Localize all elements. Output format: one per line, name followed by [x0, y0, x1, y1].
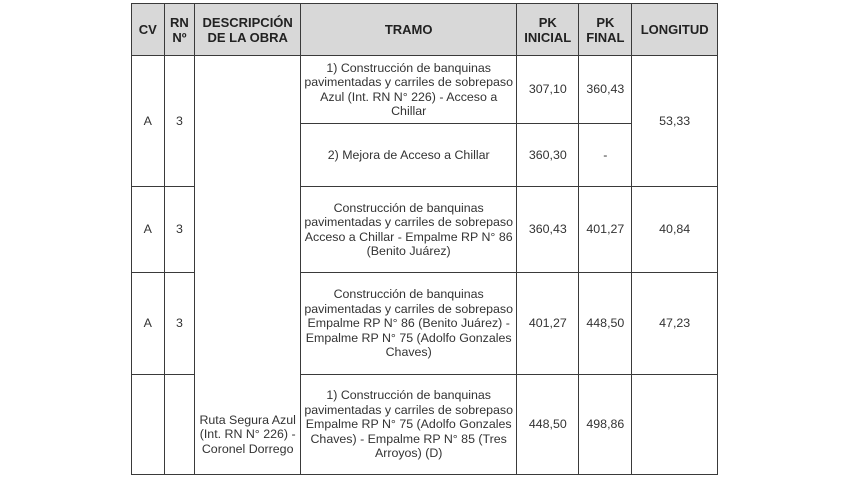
longitud-cell: 47,23	[632, 273, 718, 375]
header-cv: CV	[132, 4, 165, 56]
tramo-cell: Construcción de banquinas pavimentadas y carriles de sobrepaso Acceso a Chillar - Empalme RP N° 86 (Benito Juárez)	[301, 187, 517, 273]
rn-cell	[164, 375, 195, 475]
descripcion-obra-cell	[195, 56, 301, 475]
header-pk-inicial: PK INICIAL	[517, 4, 579, 56]
header-tramo: TRAMO	[301, 4, 517, 56]
tramo-cell: 1) Construcción de banquinas pavimentadas y carriles de sobrepaso Azul (Int. RN N° 226) - Acceso a Chillar	[301, 56, 517, 124]
tramo-cell: Construcción de banquinas pavimentadas y carriles de sobrepaso Empalme RP N° 86 (Benito Juárez) - Empalme RP N° 75 (Adolfo Gonzales Chaves)	[301, 273, 517, 375]
pk-final-cell: 360,43	[579, 56, 632, 124]
cv-cell: A	[132, 273, 165, 375]
pk-inicial-cell: 307,10	[517, 56, 579, 124]
header-row	[132, 4, 718, 56]
header-pk-final: PK FINAL	[579, 4, 632, 56]
rn-cell: 3	[164, 187, 195, 273]
longitud-cell	[632, 375, 718, 475]
pk-inicial-cell: 360,43	[517, 187, 579, 273]
tramo-cell: 1) Construcción de banquinas pavimentadas y carriles de sobrepaso Empalme RP N° 75 (Adolfo Gonzales Chaves) - Empalme RP N° 85 (Tres Arroyos) (D)	[301, 375, 517, 475]
longitud-cell: 40,84	[632, 187, 718, 273]
pk-final-cell: -	[579, 124, 632, 187]
tramo-cell: 2) Mejora de Acceso a Chillar	[301, 124, 517, 187]
rn-cell: 3	[164, 273, 195, 375]
pk-final-cell: 448,50	[579, 273, 632, 375]
pk-inicial-cell: 401,27	[517, 273, 579, 375]
header-rn: RN Nº	[164, 4, 195, 56]
obras-table	[131, 3, 718, 475]
rn-cell: 3	[164, 56, 195, 187]
cv-cell: A	[132, 56, 165, 187]
longitud-cell: 53,33	[632, 56, 718, 187]
header-descripcion: DESCRIPCIÓN DE LA OBRA	[195, 4, 301, 56]
pk-inicial-cell: 448,50	[517, 375, 579, 475]
pk-inicial-cell: 360,30	[517, 124, 579, 187]
header-longitud: LONGITUD	[632, 4, 718, 56]
cv-cell	[132, 375, 165, 475]
descripcion-obra-text: Ruta Segura Azul (Int. RN N° 226) - Coronel Dorrego	[199, 412, 296, 456]
pk-final-cell: 401,27	[579, 187, 632, 273]
cv-cell: A	[132, 187, 165, 273]
table-row	[132, 56, 718, 124]
pk-final-cell: 498,86	[579, 375, 632, 475]
